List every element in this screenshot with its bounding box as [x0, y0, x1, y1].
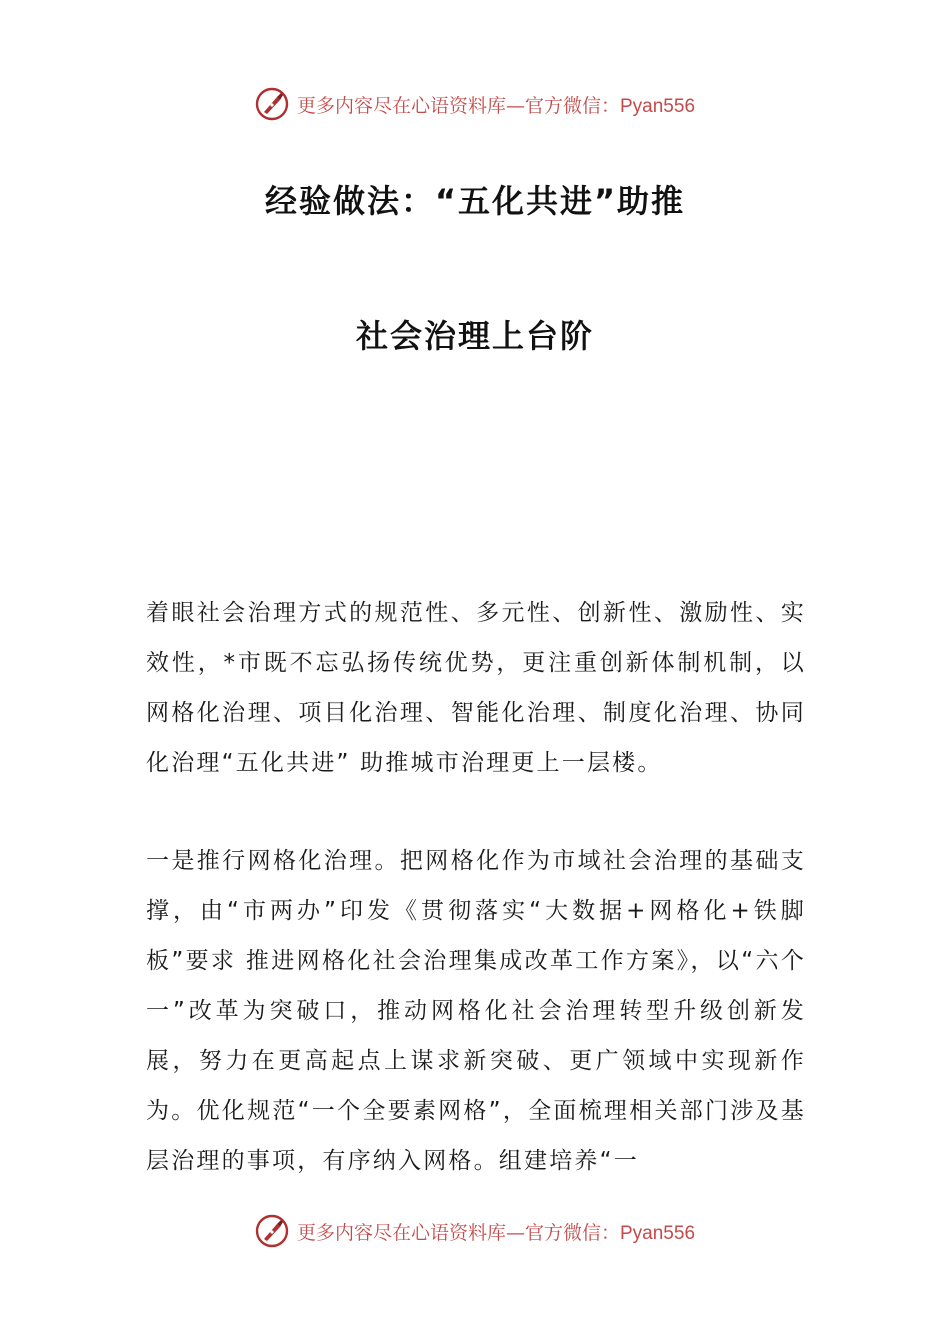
- watermark-label: 更多内容尽在心语资料库—官方微信：: [296, 1221, 620, 1244]
- body-paragraph-intro: 着眼社会治理方式的规范性、多元性、创新性、激励性、实效性，*市既不忘弘扬传统优势，更注重创新体制机制，以网格化治理、项目化治理、智能化治理、制度化治理、协同化治理“五化共进” 助推城市治理更上一层楼。: [146, 600, 806, 776]
- pen-nib-logo-icon: [255, 87, 289, 121]
- watermark-wechat-id: Pyan556: [620, 95, 696, 117]
- watermark-text: [297, 1218, 695, 1245]
- footer-watermark: [0, 1211, 950, 1251]
- document-title-line-2: 社会治理上台阶: [355, 317, 594, 355]
- document-title-line-1: 经验做法：“五化共进”助推: [264, 182, 686, 220]
- watermark-wechat-id: Pyan556: [620, 1222, 696, 1244]
- pen-nib-logo-icon: [255, 1214, 289, 1248]
- watermark-label: 更多内容尽在心语资料库—官方微信：: [296, 94, 620, 117]
- header-watermark: [0, 84, 950, 124]
- body-paragraph-grid-governance: 一是推行网格化治理。把网格化作为市域社会治理的基础支撑，由“市两办”印发《贯彻落实“大数据+网格化+铁脚板”要求 推进网格化社会治理集成改革工作方案》，以“六个一”改革为突破口，推动网格化社会治理转型升级创新发展，努力在更高起点上谋求新突破、更广领域中实现新作为。优化规范“一个全要素网格”，全面梳理相关部门涉及基层治理的事项，有序纳入网格。组建培养“一: [146, 848, 806, 1174]
- watermark-text: [297, 91, 695, 118]
